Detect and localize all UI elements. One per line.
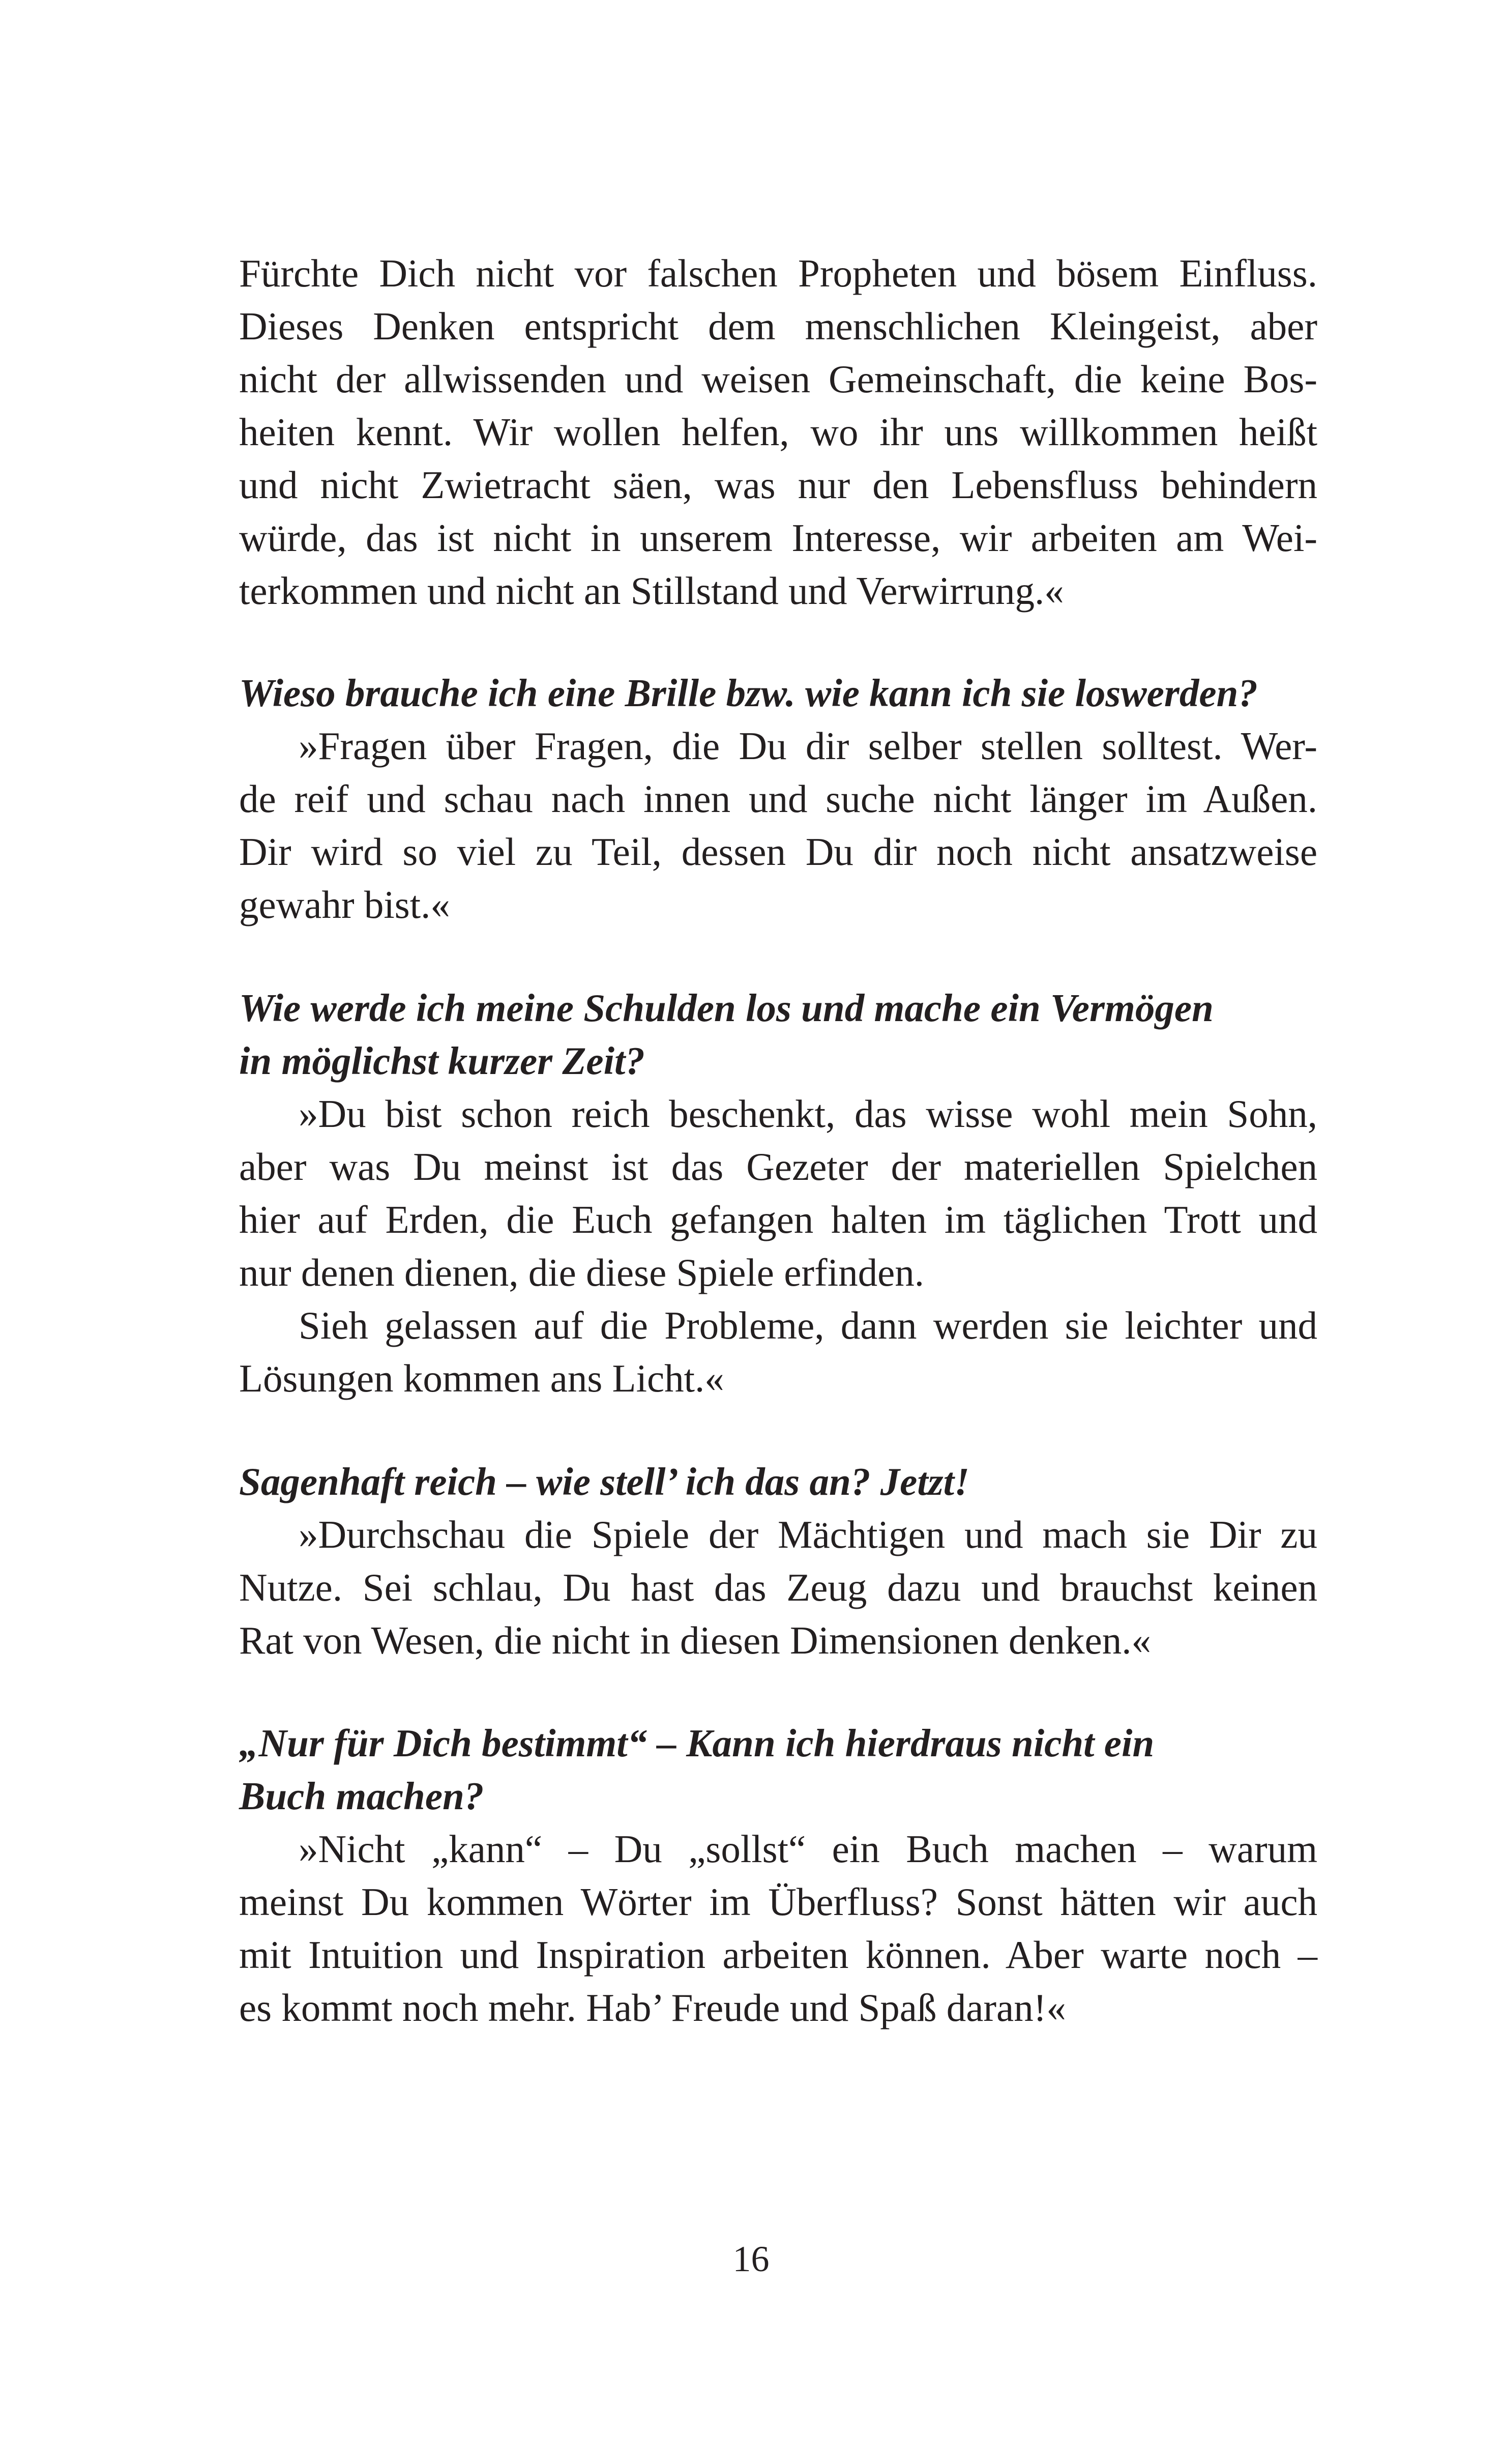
question-heading: Wie werde ich meine Schulden los und mache ein Vermögen	[239, 986, 1214, 1030]
question-heading: Wieso brauche ich eine Brille bzw. wie kann ich sie loswerden?	[239, 671, 1258, 715]
text-line: »Du bist schon reich beschenkt, das wisse wohl mein Sohn,	[299, 1092, 1317, 1136]
text-line: hier auf Erden, die Euch gefangen halten im täglichen Trott und	[239, 1198, 1317, 1241]
question-heading: Sagenhaft reich – wie stell’ ich das an? Jetzt!	[239, 1460, 969, 1503]
text-line: de reif und schau nach innen und suche nicht länger im Außen.	[239, 777, 1317, 821]
text-line: nur denen dienen, die diese Spiele erfinden.	[239, 1251, 925, 1294]
text-line: Rat von Wesen, die nicht in diesen Dimensionen denken.«	[239, 1618, 1151, 1662]
text-line: terkommen und nicht an Stillstand und Verwirrung.«	[239, 569, 1064, 613]
question-heading: „Nur für Dich bestimmt“ – Kann ich hierdraus nicht ein	[239, 1721, 1155, 1765]
text-line: heiten kennt. Wir wollen helfen, wo ihr uns willkommen heißt	[239, 410, 1317, 454]
text-line: Lösungen kommen ans Licht.«	[239, 1356, 724, 1400]
text-line: würde, das ist nicht in unserem Interesse, wir arbeiten am Wei-	[239, 516, 1317, 560]
text-line: »Durchschau die Spiele der Mächtigen und mach sie Dir zu	[299, 1513, 1317, 1556]
page-number: 16	[732, 2239, 770, 2279]
text-line: Fürchte Dich nicht vor falschen Propheten und bösem Einfluss.	[239, 251, 1317, 295]
text-line: Sieh gelassen auf die Probleme, dann werden sie leichter und	[299, 1303, 1317, 1347]
text-line: meinst Du kommen Wörter im Überfluss? Sonst hätten wir auch	[239, 1880, 1317, 1924]
text-line: und nicht Zwietracht säen, was nur den Lebensfluss behindern	[239, 463, 1317, 507]
text-line: Nutze. Sei schlau, Du hast das Zeug dazu und brauchst keinen	[239, 1566, 1317, 1609]
text-line: nicht der allwissenden und weisen Gemeinschaft, die keine Bos-	[239, 357, 1317, 401]
question-heading: Buch machen?	[239, 1774, 484, 1818]
text-line: aber was Du meinst ist das Gezeter der materiellen Spielchen	[239, 1145, 1317, 1188]
question-heading: in möglichst kurzer Zeit?	[239, 1039, 645, 1083]
text-line: »Nicht „kann“ – Du „sollst“ ein Buch machen – warum	[299, 1827, 1317, 1871]
text-line: gewahr bist.«	[239, 883, 450, 926]
text-line: es kommt noch mehr. Hab’ Freude und Spaß daran!«	[239, 1986, 1066, 2030]
text-line: Dir wird so viel zu Teil, dessen Du dir noch nicht ansatzweise	[239, 830, 1317, 874]
text-line: Dieses Denken entspricht dem menschlichen Kleingeist, aber	[239, 304, 1317, 348]
text-line: mit Intuition und Inspiration arbeiten können. Aber warte noch –	[239, 1933, 1317, 1977]
text-line: »Fragen über Fragen, die Du dir selber stellen solltest. Wer-	[299, 724, 1317, 768]
